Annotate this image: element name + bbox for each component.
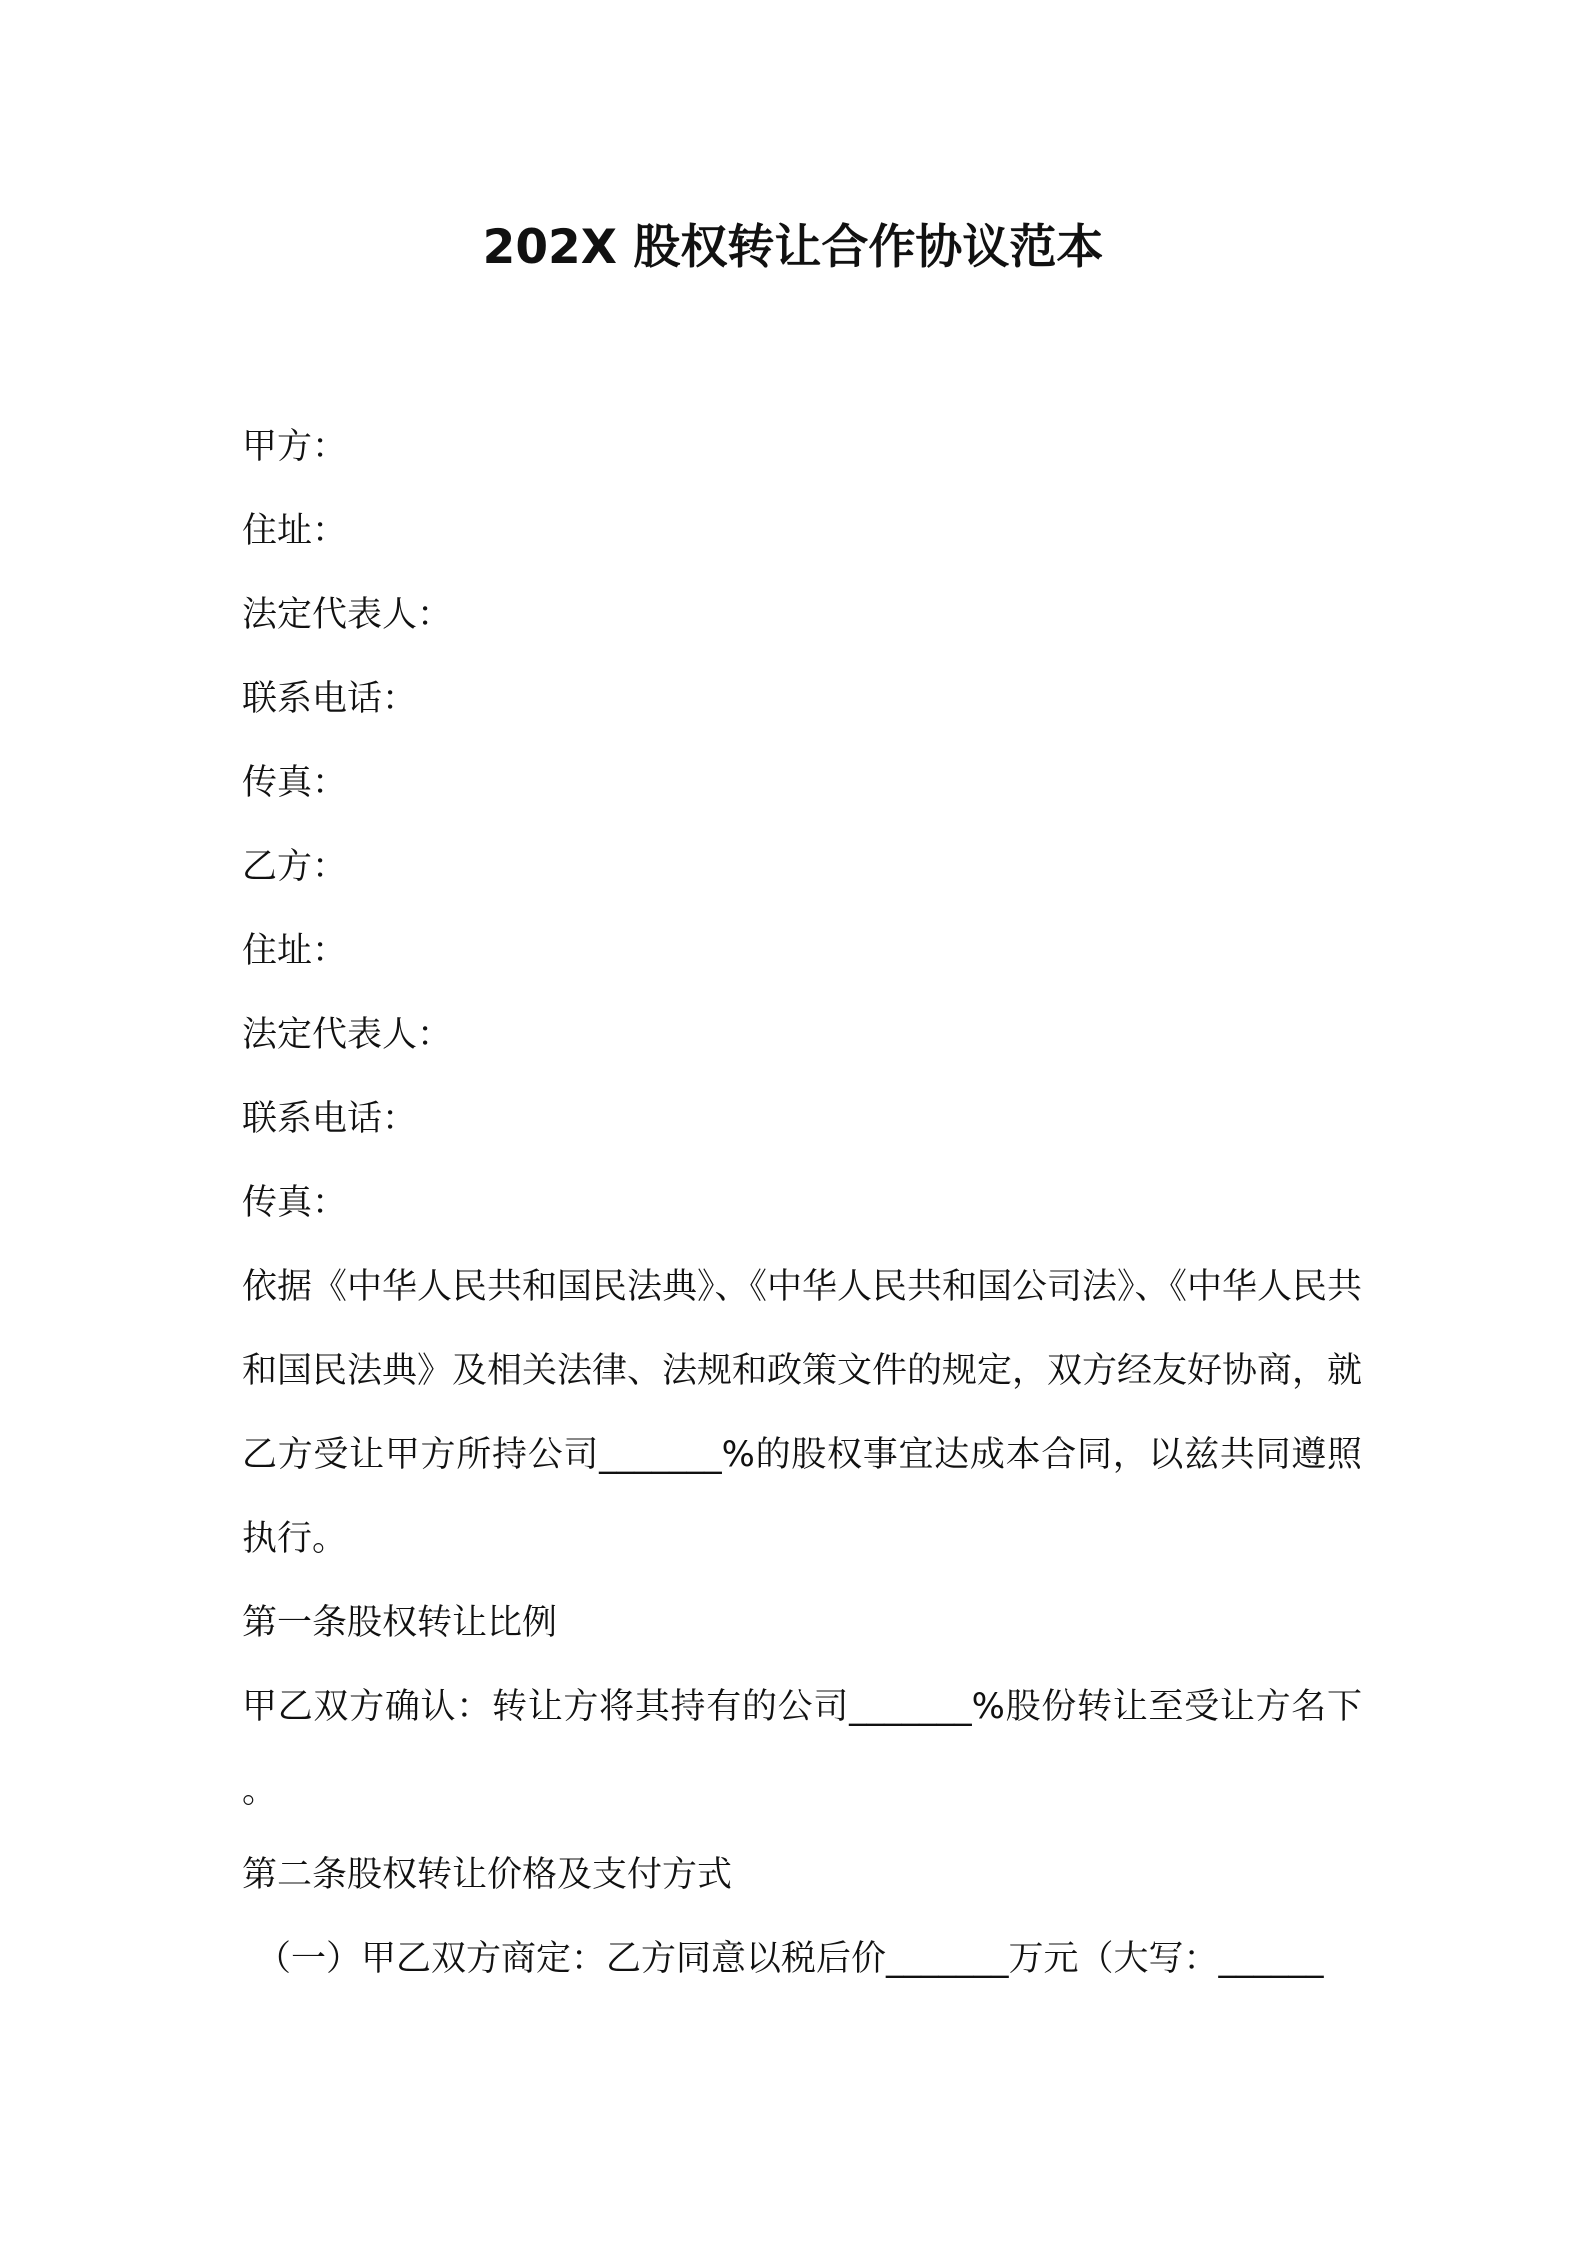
party-a-address-label: 住址： (242, 511, 348, 551)
article-2-heading: 第二条股权转让价格及支付方式 (242, 1855, 733, 1895)
party-b-address-label: 住址： (242, 931, 348, 971)
preamble-paragraph: 依据《中华人民共和国民法典》、《中华人民共和国公司法》、《中华人民共和国民法典》及相关法律、法规和政策文件的规定，双方经友好协商，就乙方受让甲方所持公司_______%的股权事宜达成本合同，以兹共同遵照执行。 (242, 1267, 1363, 1559)
party-a-label: 甲方： (242, 427, 348, 467)
party-b-label: 乙方： (242, 847, 348, 887)
party-a-fax-label: 传真： (242, 763, 348, 803)
article-1-heading: 第一条股权转让比例 (242, 1603, 558, 1643)
article-1-text: 甲乙双方确认：转让方将其持有的公司_______%股份转让至受让方名下。 (242, 1687, 1362, 1811)
party-b-fax-label: 传真： (242, 1183, 348, 1223)
party-b-phone-label: 联系电话： (242, 1099, 418, 1139)
party-b-legal-rep-label: 法定代表人： (242, 1015, 453, 1055)
article-2-item-1: （一）甲乙双方商定：乙方同意以税后价_______万元（大写：______ (256, 1939, 1324, 1979)
party-a-phone-label: 联系电话： (242, 679, 418, 719)
document-title: 202X 股权转让合作协议范本 (482, 220, 1104, 275)
party-a-legal-rep-label: 法定代表人： (242, 595, 453, 635)
document-body (242, 405, 1362, 2001)
